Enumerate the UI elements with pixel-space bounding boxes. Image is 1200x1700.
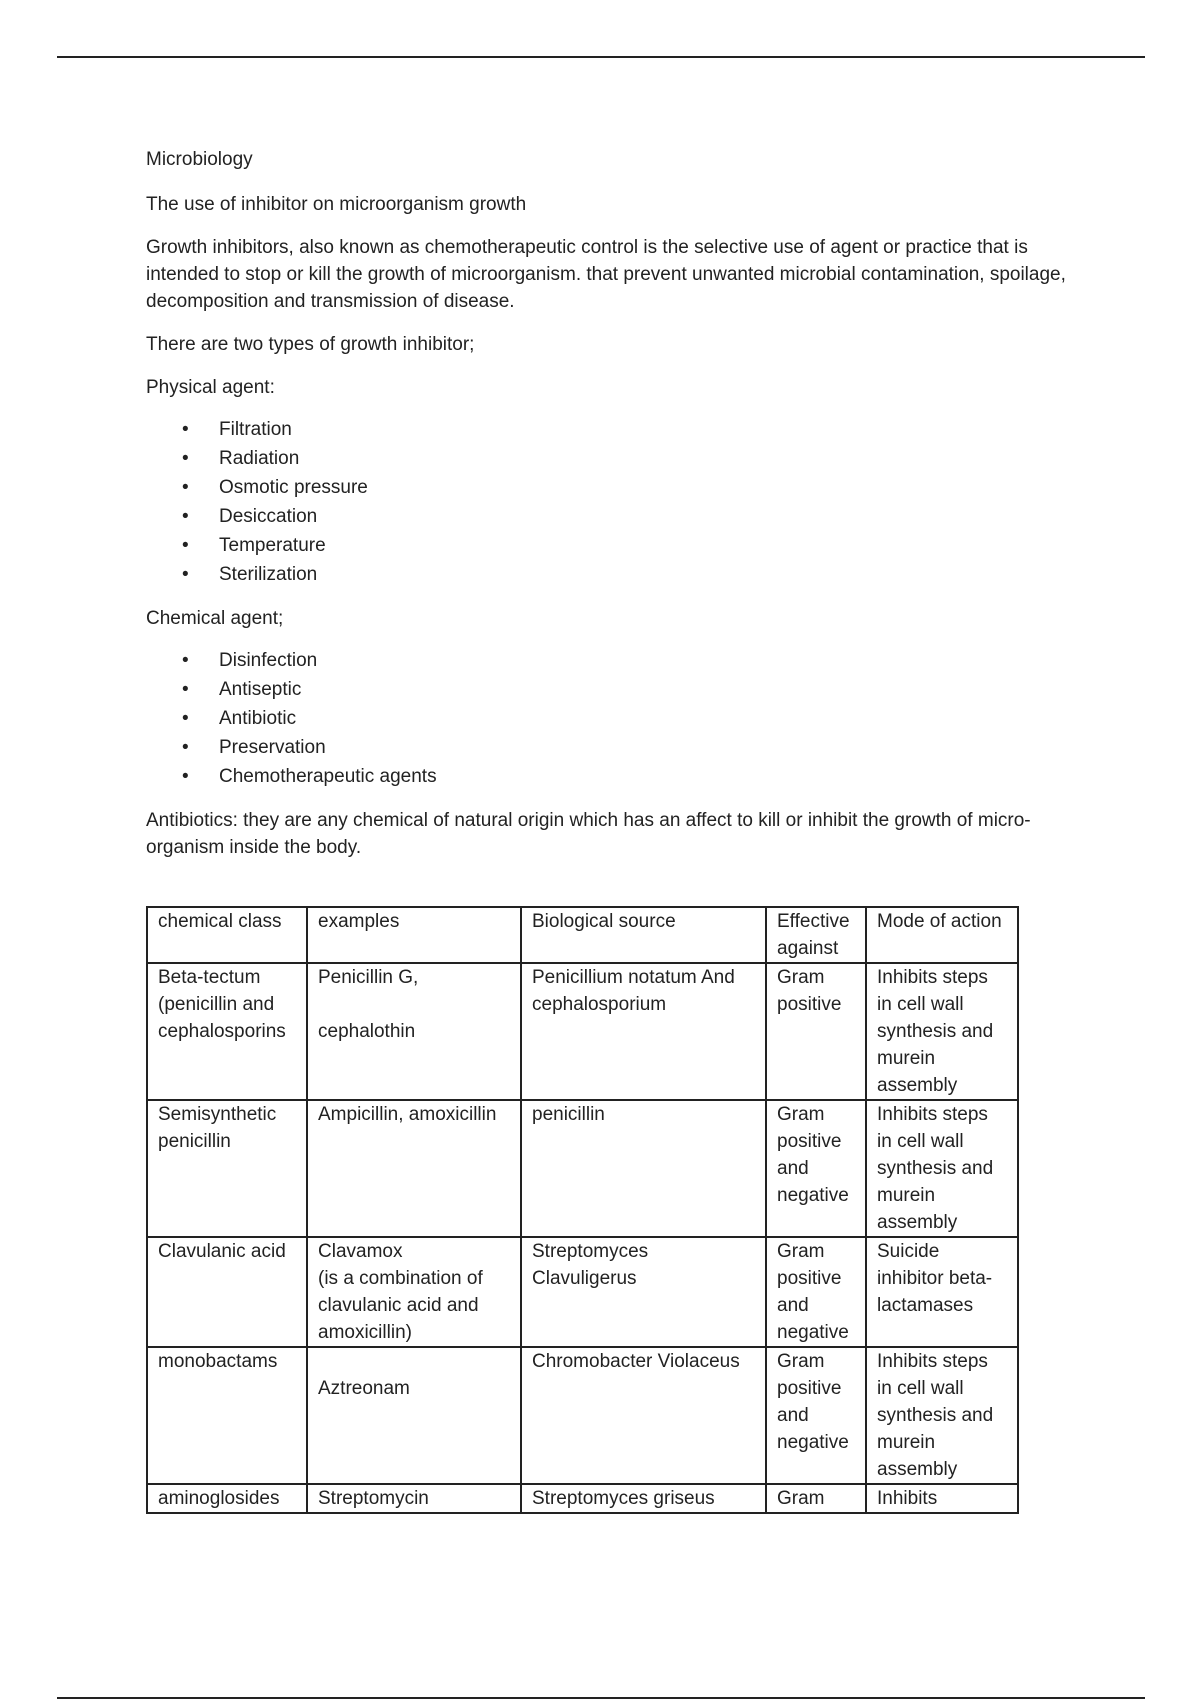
physical-agent-label: Physical agent: <box>146 377 275 398</box>
footer-rule <box>57 1697 1145 1699</box>
table-cell <box>307 963 521 1100</box>
table-cell: monobactams <box>147 1347 307 1484</box>
table-cell: Streptomyces griseus <box>521 1484 766 1513</box>
cell-spacer <box>318 991 510 1018</box>
table-cell: Inhibits steps in cell wall synthesis and murein assembly <box>866 1347 1018 1484</box>
bullet-icon: • <box>182 766 189 787</box>
table-cell <box>307 1347 521 1484</box>
table-cell: Ampicillin, amoxicillin <box>307 1100 521 1237</box>
table-header-row <box>147 907 1018 963</box>
header-rule <box>57 56 1145 58</box>
table-row <box>147 1347 1018 1484</box>
physical-agent-list <box>146 415 1066 589</box>
bullet-icon: • <box>182 506 189 527</box>
table-header-cell: Effective against <box>766 907 866 963</box>
list-item: • Disinfection <box>182 646 1066 675</box>
table-cell: Streptomyces Clavuligerus <box>521 1237 766 1347</box>
table-cell: Streptomycin <box>307 1484 521 1513</box>
bullet-icon: • <box>182 679 189 700</box>
bullet-icon: • <box>182 477 189 498</box>
list-item: • Chemotherapeutic agents <box>182 762 1066 791</box>
antibiotics-table <box>146 906 1019 1514</box>
table-cell: Gram positive <box>766 963 866 1100</box>
table-row <box>147 1100 1018 1237</box>
table-cell: Gram positive and negative <box>766 1347 866 1484</box>
bullet-icon: • <box>182 535 189 556</box>
table-cell: Gram positive and negative <box>766 1100 866 1237</box>
chemical-agent-list <box>146 646 1066 791</box>
list-item: • Antibiotic <box>182 704 1066 733</box>
list-item: • Sterilization <box>182 560 1066 589</box>
table-cell: Chromobacter Violaceus <box>521 1347 766 1484</box>
table-cell: penicillin <box>521 1100 766 1237</box>
table-cell: aminoglosides <box>147 1484 307 1513</box>
list-item: • Antiseptic <box>182 675 1066 704</box>
antibiotics-paragraph: Antibiotics: they are any chemical of natural origin which has an affect to kill or inhibit the growth of micro-organism inside the body. <box>146 810 1031 858</box>
cell-spacer <box>318 1348 510 1375</box>
list-item: • Temperature <box>182 531 1066 560</box>
chemical-agent-label: Chemical agent; <box>146 608 284 629</box>
table-cell-line: Aztreonam <box>318 1378 410 1399</box>
table-cell <box>307 1237 521 1347</box>
bullet-icon: • <box>182 419 189 440</box>
table-header-cell: chemical class <box>147 907 307 963</box>
table-cell: Gram positive and negative <box>766 1237 866 1347</box>
table-row <box>147 1237 1018 1347</box>
table-header-cell: Biological source <box>521 907 766 963</box>
table-cell-line: Clavamox <box>318 1241 403 1262</box>
doc-heading: Microbiology <box>146 149 253 170</box>
table-cell: Inhibits <box>866 1484 1018 1513</box>
table-cell-line: cephalothin <box>318 1021 416 1042</box>
bullet-icon: • <box>182 708 189 729</box>
bullet-icon: • <box>182 564 189 585</box>
list-item: • Preservation <box>182 733 1066 762</box>
types-line: There are two types of growth inhibitor; <box>146 334 475 355</box>
table-cell: Beta-tectum (penicillin and cephalosporins <box>147 963 307 1100</box>
list-item: • Filtration <box>182 415 1066 444</box>
list-item: • Osmotic pressure <box>182 473 1066 502</box>
document-body <box>146 146 1066 861</box>
table-cell-line: Penicillin G, <box>318 967 419 988</box>
table-cell: Clavulanic acid <box>147 1237 307 1347</box>
table-header-cell: examples <box>307 907 521 963</box>
table-cell: Semisynthetic penicillin <box>147 1100 307 1237</box>
list-item: • Radiation <box>182 444 1066 473</box>
table-row <box>147 1484 1018 1513</box>
table-row <box>147 963 1018 1100</box>
table-cell: Suicide inhibitor beta-lactamases <box>866 1237 1018 1347</box>
bullet-icon: • <box>182 650 189 671</box>
table-cell: Inhibits steps in cell wall synthesis and murein assembly <box>866 963 1018 1100</box>
table-cell-line: (is a combination of clavulanic acid and amoxicillin) <box>318 1268 483 1343</box>
table-cell: Penicillium notatum And cephalosporium <box>521 963 766 1100</box>
intro-paragraph: Growth inhibitors, also known as chemotherapeutic control is the selective use of agent or practice that is intended to stop or kill the growth of microorganism. that prevent unwanted microbial contamination, spoilage, decomposition and transmission of disease. <box>146 237 1066 312</box>
doc-subheading: The use of inhibitor on microorganism growth <box>146 194 527 215</box>
bullet-icon: • <box>182 448 189 469</box>
list-item: • Desiccation <box>182 502 1066 531</box>
table-cell: Inhibits steps in cell wall synthesis and murein assembly <box>866 1100 1018 1237</box>
bullet-icon: • <box>182 737 189 758</box>
table-cell: Gram <box>766 1484 866 1513</box>
table-header-cell: Mode of action <box>866 907 1018 963</box>
